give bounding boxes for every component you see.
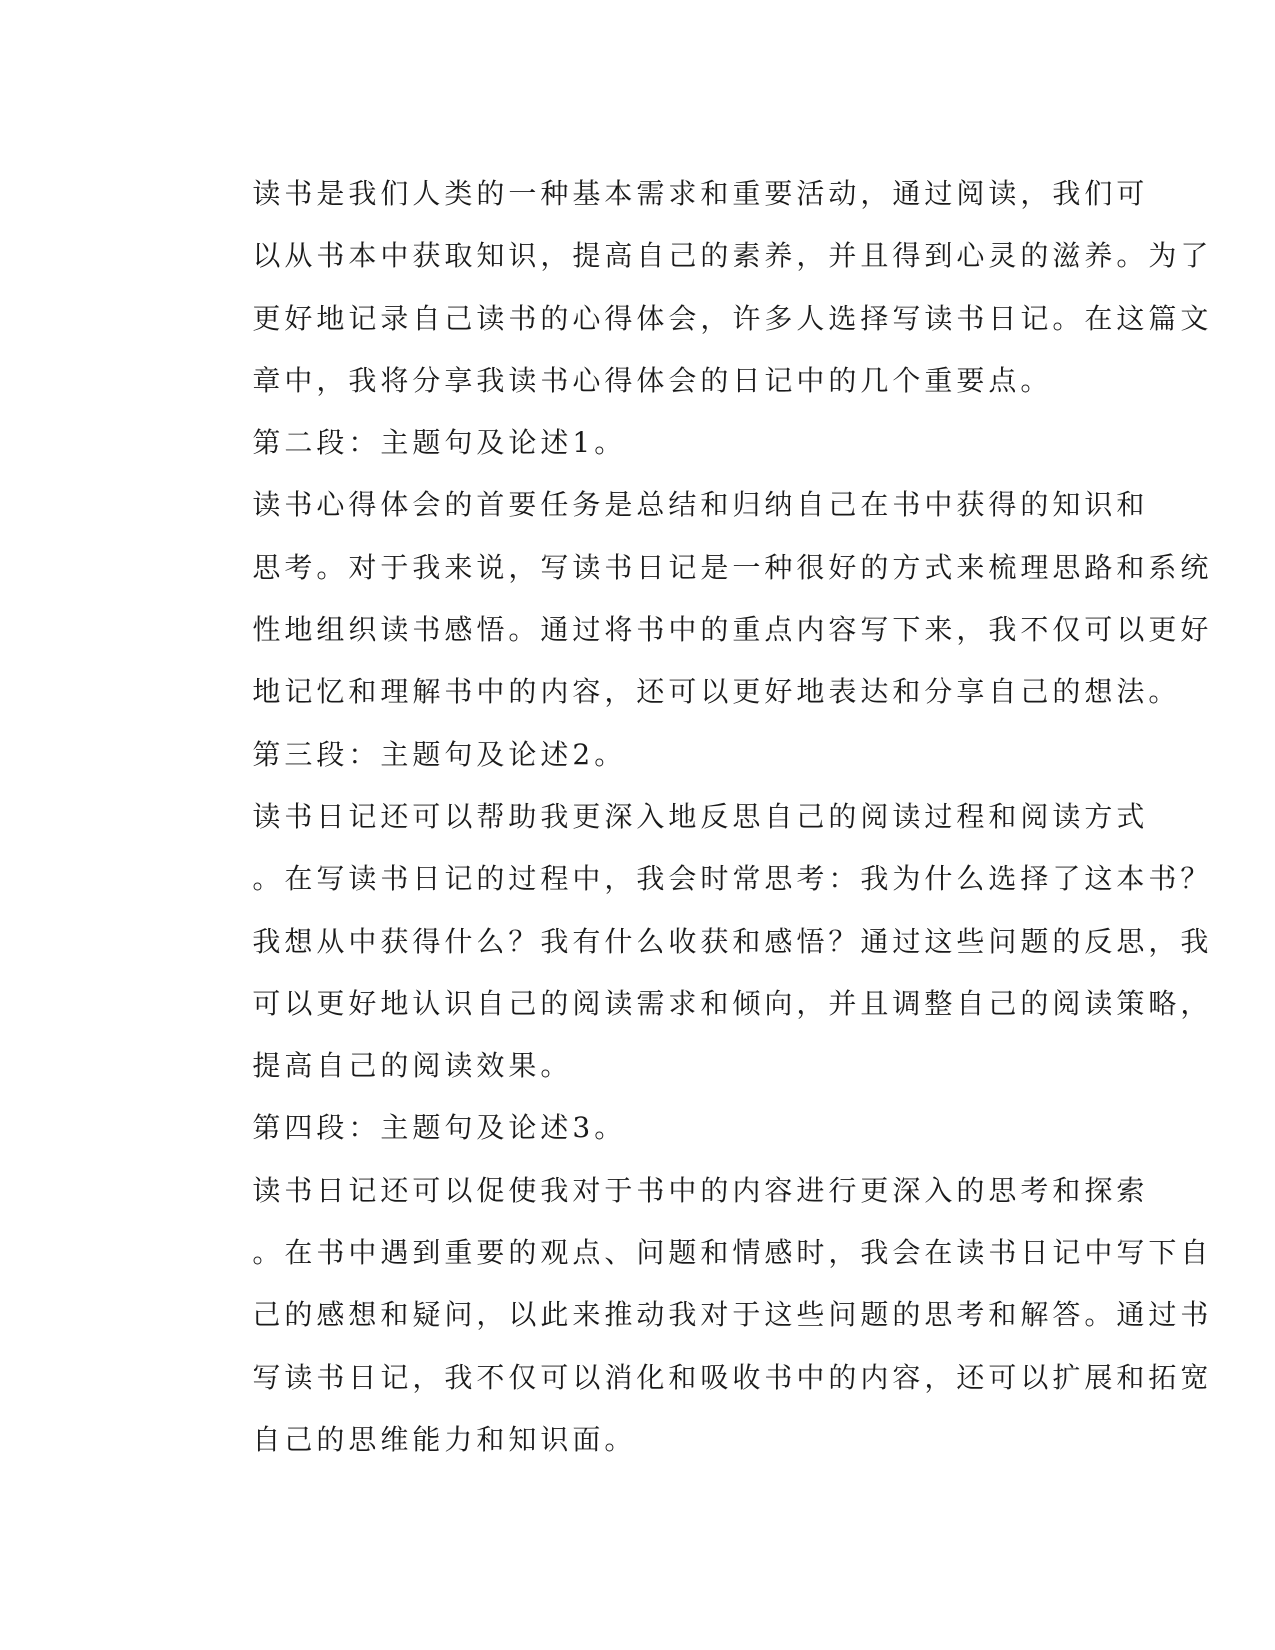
text-line: 可以更好地认识自己的阅读需求和倾向，并且调整自己的阅读策略， [252,986,1213,1020]
text-line: 读书是我们人类的一种基本需求和重要活动，通过阅读，我们可 [252,177,1149,210]
text-line: 写读书日记，我不仅可以消化和吸收书中的内容，还可以扩展和拓宽 [252,1360,1213,1394]
text-line: 章中，我将分享我读书心得体会的日记中的几个重要点。 [252,363,1053,397]
section-paragraph-2 [188,474,1213,723]
section-heading-4 [188,1097,1078,1159]
text-line: 。在写读书日记的过程中，我会时常思考：我为什么选择了这本书？ [252,862,1213,896]
section-heading-2 [188,412,1078,474]
text-line: 更好地记录自己读书的心得体会，许多人选择写读书日记。在这篇文 [252,301,1213,335]
text-line: 性地组织读书感悟。通过将书中的重点内容写下来，我不仅可以更好 [252,613,1213,647]
text-line: 自己的思维能力和知识面。 [252,1422,637,1456]
text-line: 读书心得体会的首要任务是总结和归纳自己在书中获得的知识和 [252,488,1149,522]
text-line: 。在书中遇到重要的观点、问题和情感时，我会在读书日记中写下自 [252,1236,1213,1270]
text-line: 以从书本中获取知识，提高自己的素养，并且得到心灵的滋养。为了 [252,239,1213,273]
text-line: 第四段：主题句及论述3。 [252,1111,627,1145]
document-body [188,163,1213,1471]
section-heading-3 [188,724,1078,786]
text-line: 思考。对于我来说，写读书日记是一种很好的方式来梳理思路和系统 [252,550,1213,584]
text-line: 我想从中获得什么？我有什么收获和感悟？通过这些问题的反思，我 [252,924,1213,958]
section-paragraph-3 [188,786,1213,1097]
text-line: 第三段：主题句及论述2。 [252,737,627,771]
text-line: 读书日记还可以帮助我更深入地反思自己的阅读过程和阅读方式 [252,799,1149,833]
text-line: 地记忆和理解书中的内容，还可以更好地表达和分享自己的想法。 [252,675,1181,709]
intro-paragraph [188,163,1213,412]
text-line: 读书日记还可以促使我对于书中的内容进行更深入的思考和探索 [252,1173,1149,1207]
text-line: 提高自己的阅读效果。 [252,1049,573,1083]
section-paragraph-4 [188,1160,1213,1471]
text-line: 己的感想和疑问，以此来推动我对于这些问题的思考和解答。通过书 [252,1298,1213,1332]
text-line: 第二段：主题句及论述1。 [252,426,627,460]
